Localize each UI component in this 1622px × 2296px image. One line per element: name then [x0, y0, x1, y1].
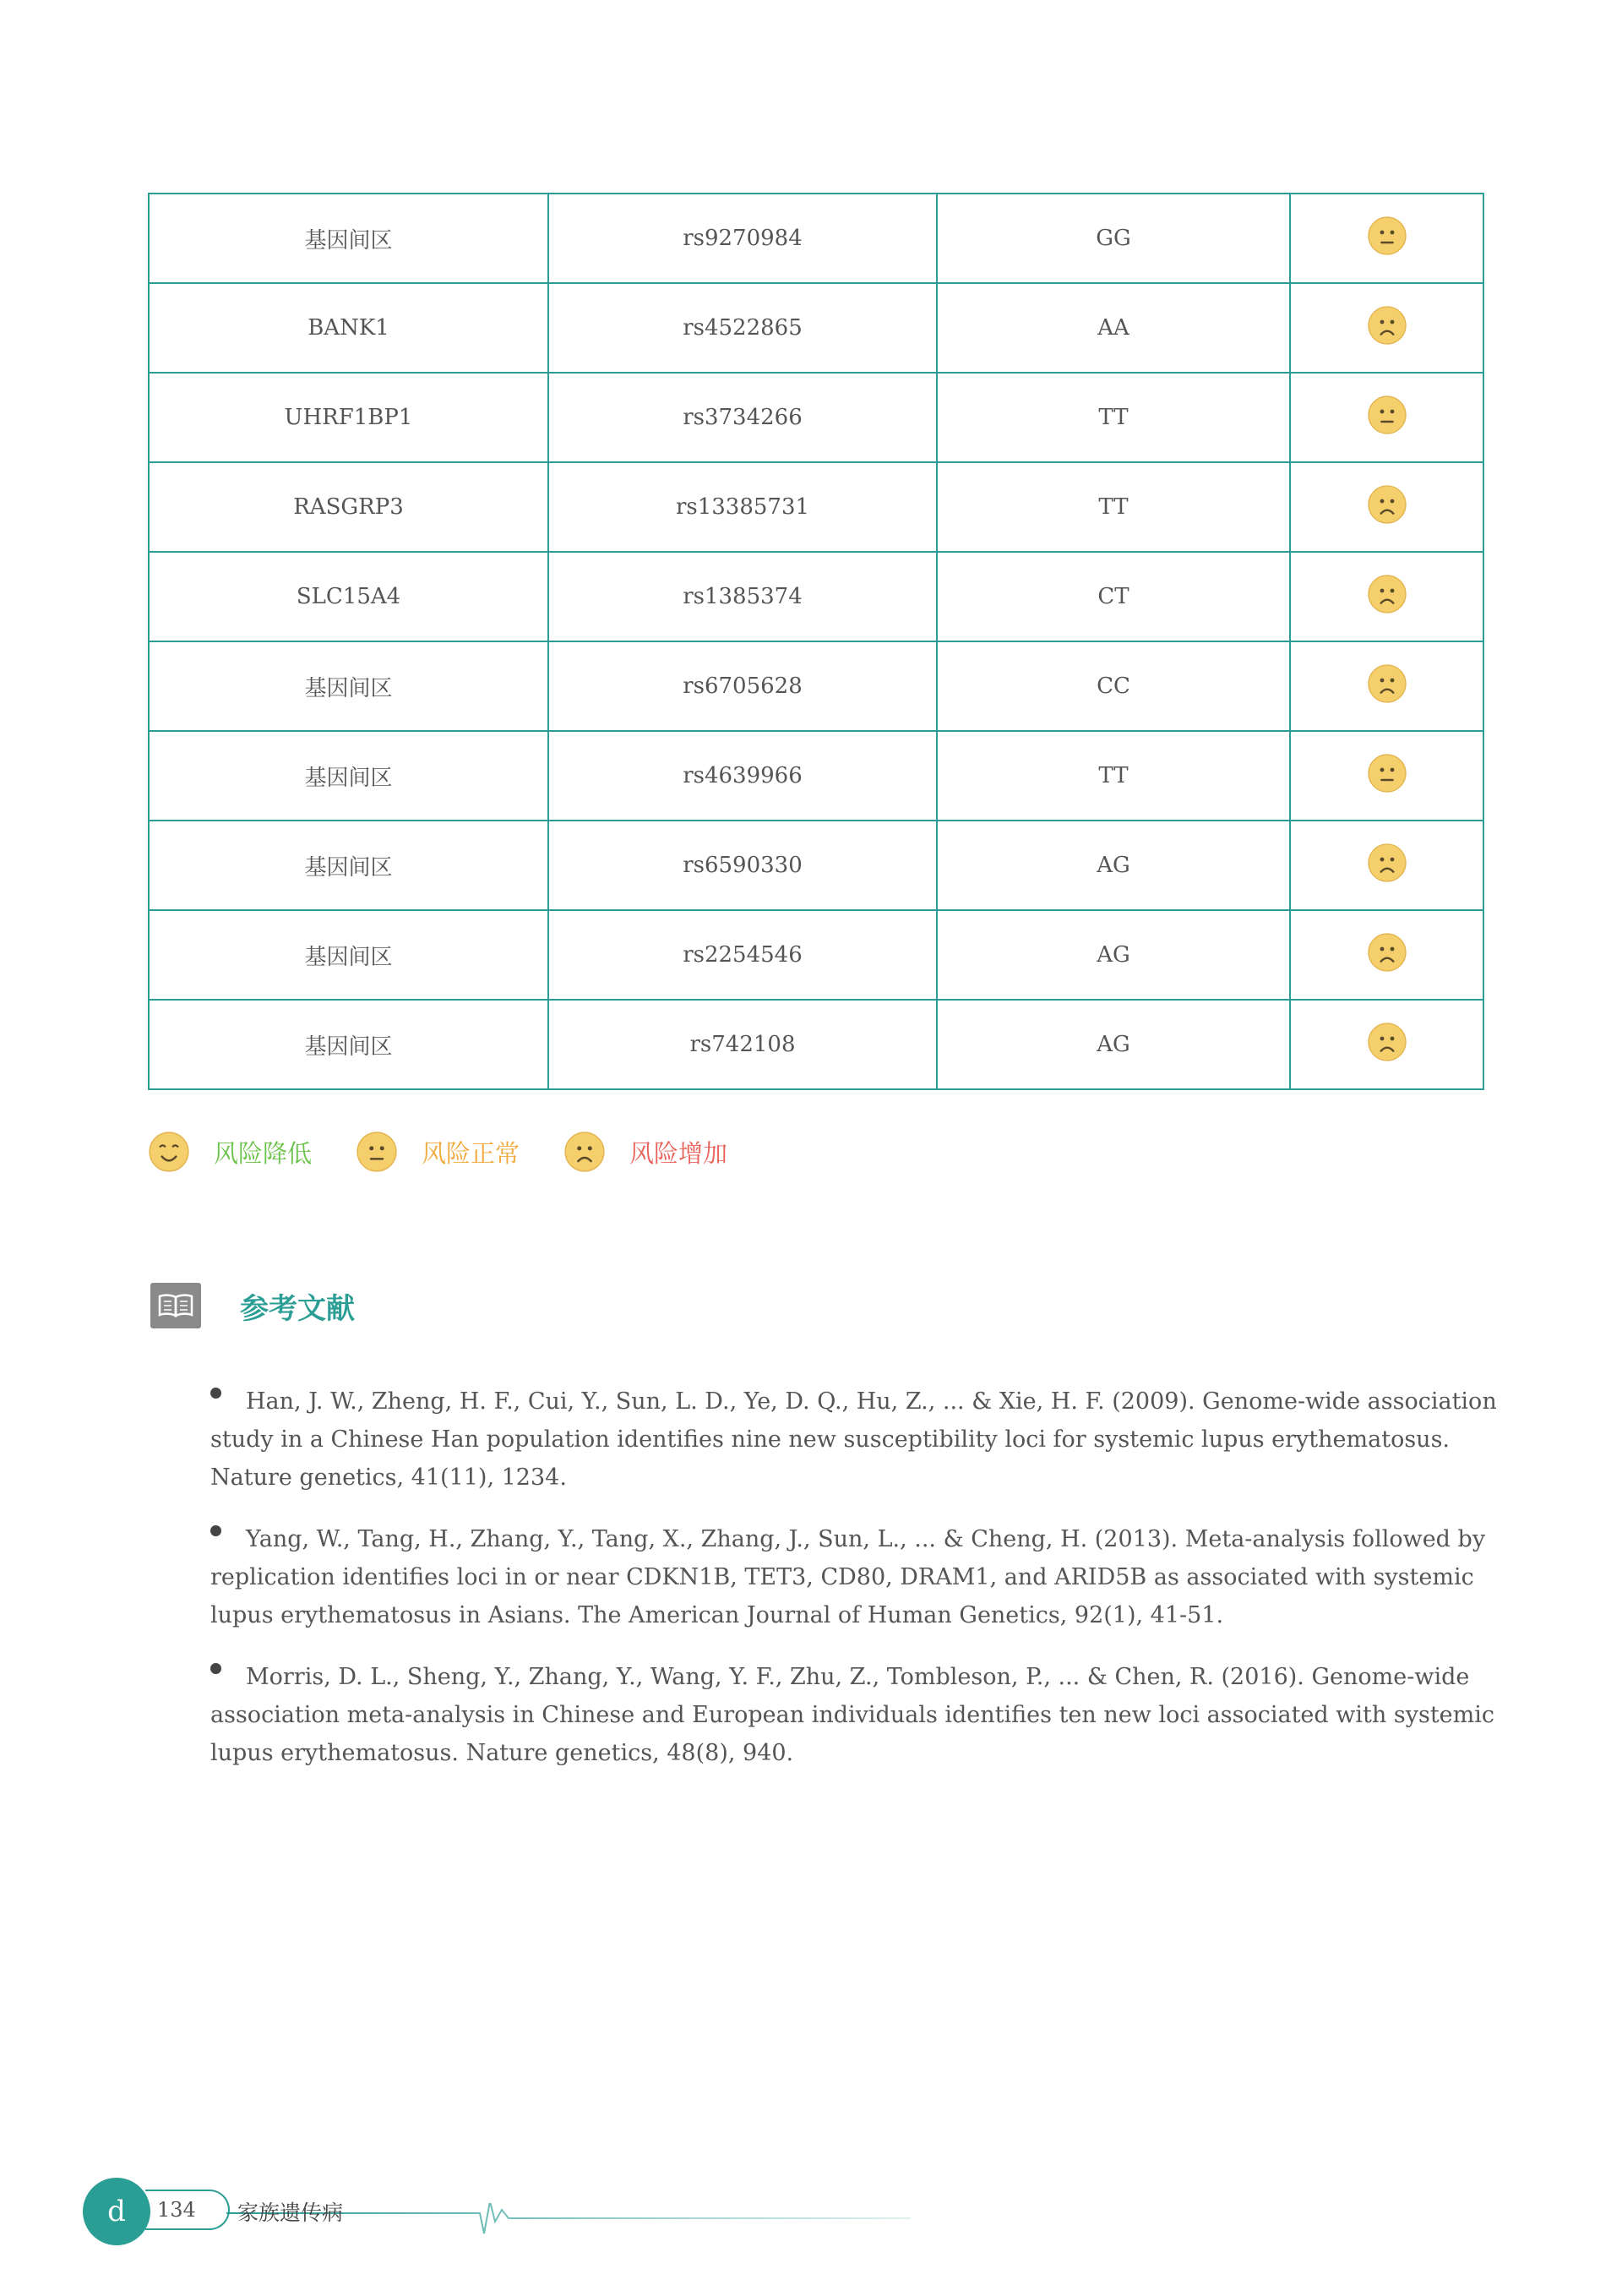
table-row [149, 641, 1483, 731]
footer-badge [83, 2178, 150, 2245]
snp-cell: rs6705628 [548, 641, 937, 731]
legend-low-label: 风险降低 [214, 1138, 313, 1168]
neutral-face-icon [1367, 215, 1407, 262]
reference-item: Yang, W., Tang, H., Zhang, Y., Tang, X., Zhang, J., Sun, L., ... & Cheng, H. (2013). Meta-analysis followed by replication identifies loci in or near CDKN1B, TET3, CD80, DRAM1, and ARID5B as associated with systemic lupus erythematosus in Asians. The American Journal of Human Genetics, 92(1), 41-51. [210, 1520, 1520, 1634]
legend-increased-label: 风险增加 [629, 1138, 728, 1168]
snp-cell: rs3734266 [548, 373, 937, 462]
smile-face-icon [148, 1131, 202, 1173]
frown-face-icon [1367, 932, 1407, 979]
legend-normal-risk [356, 1131, 520, 1173]
page-number-pill [145, 2190, 230, 2230]
genotype-table-body [149, 194, 1483, 1089]
risk-cell [1290, 910, 1483, 1000]
genotype-cell: GG [937, 194, 1290, 283]
gene-cell: SLC15A4 [149, 552, 548, 641]
reference-item: Han, J. W., Zheng, H. F., Cui, Y., Sun, L. D., Ye, D. Q., Hu, Z., ... & Xie, H. F. (2009). Genome-wide association study in a Chinese Han population identifies nine new susceptibility loci for systemic lupus erythematosus. Nature genetics, 41(11), 1234. [210, 1383, 1520, 1497]
genotype-cell: AG [937, 910, 1290, 1000]
genotype-cell: TT [937, 373, 1290, 462]
gene-cell: 基因间区 [149, 910, 548, 1000]
table-row [149, 373, 1483, 462]
legend-increased-risk [563, 1131, 727, 1173]
table-row [149, 731, 1483, 821]
page-footer [83, 2178, 843, 2254]
section-title: 家族遗传病 [237, 2201, 344, 2225]
risk-cell [1290, 194, 1483, 283]
genotype-cell: AG [937, 1000, 1290, 1089]
table-row [149, 194, 1483, 283]
gene-cell: BANK1 [149, 283, 548, 373]
genotype-cell: AA [937, 283, 1290, 373]
frown-face-icon [1367, 1022, 1407, 1068]
table-row [149, 462, 1483, 552]
snp-cell: rs9270984 [548, 194, 937, 283]
risk-cell [1290, 373, 1483, 462]
snp-cell: rs4522865 [548, 283, 937, 373]
gene-cell: 基因间区 [149, 1000, 548, 1089]
table-row [149, 552, 1483, 641]
gene-cell: 基因间区 [149, 821, 548, 910]
table-row [149, 1000, 1483, 1089]
legend-normal-label: 风险正常 [422, 1138, 520, 1168]
risk-cell [1290, 462, 1483, 552]
genotype-cell: TT [937, 731, 1290, 821]
frown-face-icon [563, 1131, 618, 1173]
risk-cell [1290, 1000, 1483, 1089]
book-icon [150, 1283, 201, 1328]
risk-legend [148, 1131, 771, 1173]
legend-low-risk [148, 1131, 312, 1173]
genotype-cell: CT [937, 552, 1290, 641]
table-row [149, 910, 1483, 1000]
references-header [150, 1283, 355, 1328]
frown-face-icon [1367, 305, 1407, 352]
risk-cell [1290, 731, 1483, 821]
gene-cell: 基因间区 [149, 731, 548, 821]
gene-cell: 基因间区 [149, 641, 548, 731]
genotype-cell: AG [937, 821, 1290, 910]
references-title: 参考文献 [240, 1291, 355, 1326]
snp-cell: rs6590330 [548, 821, 937, 910]
neutral-face-icon [1367, 753, 1407, 799]
frown-face-icon [1367, 484, 1407, 531]
reference-item: Morris, D. L., Sheng, Y., Zhang, Y., Wang, Y. F., Zhu, Z., Tombleson, P., ... & Chen, R. (2016). Genome-wide association meta-analysis in Chinese and European individuals identifies ten new loci associated with systemic lupus erythematosus. Nature genetics, 48(8), 940. [210, 1658, 1520, 1772]
risk-cell [1290, 641, 1483, 731]
gene-cell: UHRF1BP1 [149, 373, 548, 462]
gene-cell: RASGRP3 [149, 462, 548, 552]
genotype-table [148, 193, 1484, 1090]
frown-face-icon [1367, 843, 1407, 889]
frown-face-icon [1367, 574, 1407, 620]
genotype-cell: TT [937, 462, 1290, 552]
table-row [149, 283, 1483, 373]
snp-cell: rs742108 [548, 1000, 937, 1089]
risk-cell [1290, 283, 1483, 373]
snp-cell: rs4639966 [548, 731, 937, 821]
risk-cell [1290, 821, 1483, 910]
frown-face-icon [1367, 663, 1407, 710]
genotype-cell: CC [937, 641, 1290, 731]
table-row [149, 821, 1483, 910]
snp-cell: rs13385731 [548, 462, 937, 552]
neutral-face-icon [1367, 395, 1407, 441]
gene-cell: 基因间区 [149, 194, 548, 283]
risk-cell [1290, 552, 1483, 641]
snp-cell: rs2254546 [548, 910, 937, 1000]
snp-cell: rs1385374 [548, 552, 937, 641]
references-list [210, 1383, 1520, 1796]
page-number: 134 [157, 2198, 196, 2222]
footer-letter: d [107, 2195, 126, 2228]
neutral-face-icon [356, 1131, 410, 1173]
